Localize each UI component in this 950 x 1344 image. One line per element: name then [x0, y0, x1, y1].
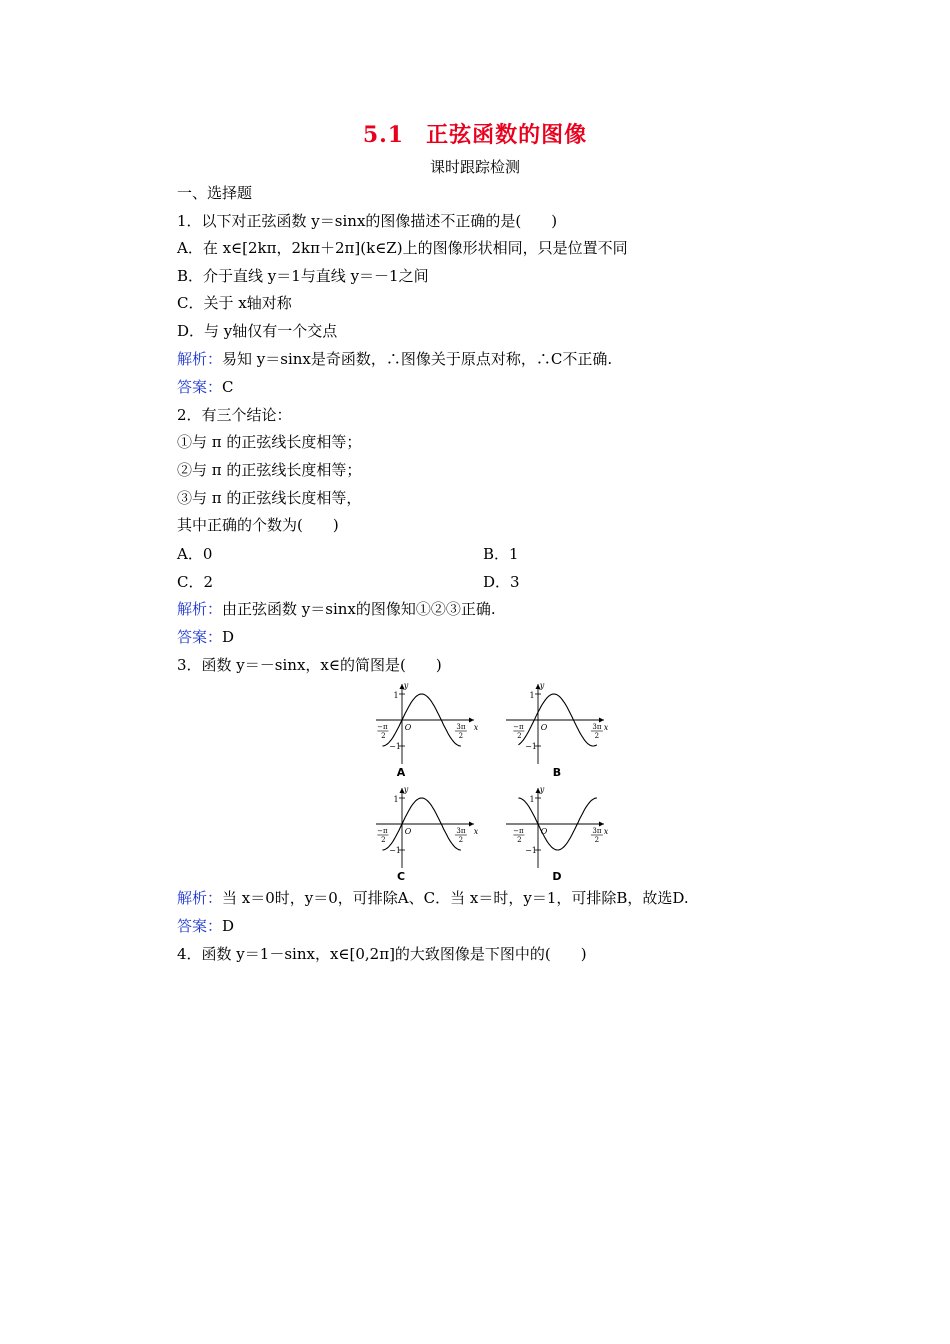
title-number: 5.1: [362, 122, 405, 148]
label-two: 2: [381, 836, 386, 844]
label-one: 1: [529, 691, 535, 700]
figure-a-label: A: [396, 766, 406, 779]
x-axis-arrow-icon: [469, 822, 474, 827]
q1-answer: [177, 377, 234, 397]
answer-label: 答案：: [177, 378, 223, 396]
q2-item-2: ②与 π 的正弦线长度相等；: [177, 461, 362, 479]
q3-stem: 3．函数 y＝－sinx，x∈的简图是( ): [177, 656, 442, 674]
answer-label: 答案：: [177, 628, 223, 646]
sine-sketch: [372, 782, 482, 878]
label-y: y: [403, 681, 409, 690]
q2-question: 其中正确的个数为( ): [177, 516, 339, 534]
label-two: 2: [594, 836, 600, 844]
q1-option-a: A．在 x∈[2kπ，2kπ＋2π](k∈Z)上的图像形状相同，只是位置不同: [177, 239, 628, 257]
label-neg-one: −1: [525, 846, 537, 855]
label-neg-pi: −π: [513, 723, 524, 731]
q2-item-1: ①与 π 的正弦线长度相等；: [177, 433, 362, 451]
answer-text: C: [222, 378, 234, 396]
label-y: y: [539, 785, 545, 794]
q3-analysis: [177, 888, 689, 908]
q1-analysis: [177, 349, 612, 369]
q4-stem: 4．函数 y＝1－sinx，x∈[0,2π]的大致图像是下图中的( ): [177, 945, 587, 963]
label-neg-one: −1: [389, 742, 401, 751]
label-y: y: [539, 681, 545, 690]
analysis-label: 解析：: [177, 600, 223, 618]
q1-option-b: B．介于直线 y＝1与直线 y＝－1之间: [177, 267, 429, 285]
label-two: 2: [458, 732, 464, 740]
label-origin: O: [540, 723, 548, 732]
label-one: 1: [529, 795, 535, 804]
label-three-pi: 3π: [592, 827, 602, 835]
label-three-pi: 3π: [592, 723, 602, 731]
analysis-label: 解析：: [177, 889, 223, 907]
label-two: 2: [594, 732, 600, 740]
label-one: 1: [393, 691, 399, 700]
q2-option-c: C．2: [177, 573, 214, 591]
q3-answer: [177, 916, 234, 936]
q2-option-b: B．1: [483, 545, 519, 563]
label-neg-one: −1: [525, 742, 537, 751]
figure-c: [372, 782, 482, 878]
label-neg-pi: −π: [377, 827, 388, 835]
sine-sketch: [372, 678, 482, 774]
label-three-pi: 3π: [456, 723, 466, 731]
page-title: [0, 118, 950, 149]
page-subtitle: 课时跟踪检测: [429, 158, 520, 176]
q2-option-d: D．3: [483, 573, 520, 591]
x-axis-arrow-icon: [599, 718, 604, 723]
label-one: 1: [393, 795, 399, 804]
analysis-text: 当 x＝0时，y＝0，可排除A、C．当 x＝时，y＝1，可排除B，故选D.: [222, 889, 689, 907]
analysis-text: 由正弦函数 y＝sinx的图像知①②③正确.: [222, 600, 496, 618]
analysis-label: 解析：: [177, 350, 223, 368]
label-two: 2: [381, 732, 386, 740]
label-x: x: [603, 723, 609, 732]
label-x: x: [473, 827, 479, 836]
q1-option-d: D．与 y轴仅有一个交点: [177, 322, 338, 340]
label-two: 2: [517, 732, 522, 740]
answer-label: 答案：: [177, 917, 223, 935]
q2-answer: [177, 627, 234, 647]
label-x: x: [473, 723, 479, 732]
figure-d-label: D: [552, 870, 562, 883]
sine-sketch: [502, 782, 612, 878]
answer-text: D: [222, 917, 235, 935]
q1-option-c: C．关于 x轴对称: [177, 294, 292, 312]
label-neg-pi: −π: [513, 827, 524, 835]
figure-d: [502, 782, 612, 878]
q2-item-3: ③与 π 的正弦线长度相等，: [177, 489, 362, 507]
figure-b-label: B: [552, 766, 562, 779]
label-y: y: [403, 785, 409, 794]
q2-option-a: A．0: [177, 545, 213, 563]
label-x: x: [603, 827, 609, 836]
title-text: 正弦函数的图像: [426, 122, 588, 148]
q2-stem: 2．有三个结论：: [177, 406, 292, 424]
section-heading: 一、选择题: [177, 184, 253, 202]
label-three-pi: 3π: [456, 827, 466, 835]
label-origin: O: [540, 827, 548, 836]
label-neg-pi: −π: [377, 723, 388, 731]
figure-b: [502, 678, 612, 774]
x-axis-arrow-icon: [599, 822, 604, 827]
label-two: 2: [458, 836, 464, 844]
label-origin: O: [404, 827, 412, 836]
answer-text: D: [222, 628, 235, 646]
analysis-text: 易知 y＝sinx是奇函数，∴图像关于原点对称，∴C不正确.: [222, 350, 613, 368]
figure-a: [372, 678, 482, 774]
q1-stem: 1．以下对正弦函数 y＝sinx的图像描述不正确的是( ): [177, 212, 558, 230]
x-axis-arrow-icon: [469, 718, 474, 723]
sine-sketch: [502, 678, 612, 774]
label-two: 2: [517, 836, 522, 844]
figure-c-label: C: [396, 870, 406, 883]
label-neg-one: −1: [389, 846, 401, 855]
label-origin: O: [404, 723, 412, 732]
q2-analysis: [177, 599, 496, 619]
